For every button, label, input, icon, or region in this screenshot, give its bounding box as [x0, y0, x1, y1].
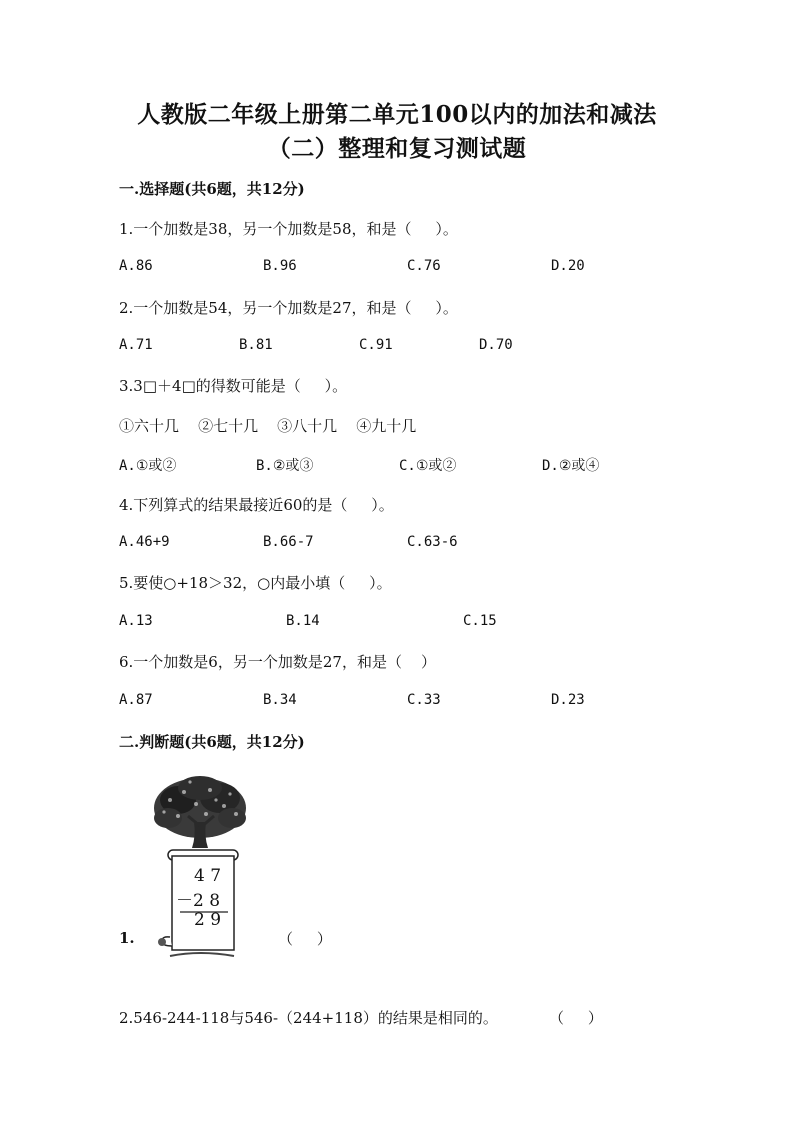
question-5-stem: 5.要使○+18＞32，○内最小填（ ）。 [119, 574, 392, 592]
option-b[interactable]: B.81 [239, 337, 273, 353]
option-a[interactable]: A.46+9 [119, 534, 170, 550]
question-6-stem: 6.一个加数是6，另一个加数是27，和是（ ） [119, 653, 437, 671]
option-a[interactable]: A.71 [119, 337, 153, 353]
option-c[interactable]: C.33 [407, 692, 441, 708]
option-b[interactable]: B.66-7 [263, 534, 314, 550]
option-a[interactable]: A.①或② [119, 458, 177, 474]
scroll-row-3: 2 9 [194, 910, 222, 930]
section-heading-judgement: 二.判断题(共6题，共12分) [119, 733, 305, 751]
option-b[interactable]: B.34 [263, 692, 297, 708]
tree-illustration [150, 770, 250, 960]
option-d[interactable]: D.23 [551, 692, 585, 708]
question-2-stem: 2.一个加数是54，另一个加数是27，和是（ ）。 [119, 299, 458, 317]
judgement-2-stem: 2.546-244-118与546-（244+118）的结果是相同的。 [119, 1009, 498, 1027]
scroll-row-2: －2 8 [176, 891, 221, 911]
question-3-stem: 3.3□＋4□的得数可能是（ ）。 [119, 377, 348, 395]
option-c[interactable]: C.76 [407, 258, 441, 274]
question-1-options [119, 258, 679, 278]
judgement-1-number: 1. [119, 929, 135, 947]
question-1-stem: 1.一个加数是38，另一个加数是58，和是（ ）。 [119, 220, 458, 238]
scroll-row-1: 4 7 [194, 866, 222, 886]
section-heading-choice: 一.选择题(共6题，共12分) [119, 180, 305, 198]
judgement-1-answer-blank[interactable]: （ ） [278, 930, 332, 948]
option-a[interactable]: A.86 [119, 258, 153, 274]
judgement-2-answer-blank[interactable]: （ ） [549, 1009, 603, 1027]
question-6-options [119, 692, 679, 712]
tree-scroll-illustration [150, 770, 250, 960]
option-d[interactable]: D.②或④ [542, 458, 600, 474]
question-4-stem: 4.下列算式的结果最接近60的是（ ）。 [119, 496, 394, 514]
question-3-options [119, 455, 679, 475]
question-3-choices: ①六十几 ②七十几 ③八十几 ④九十几 [119, 417, 417, 435]
option-a[interactable]: A.13 [119, 613, 153, 629]
option-b[interactable]: B.②或③ [256, 458, 314, 474]
option-d[interactable]: D.20 [551, 258, 585, 274]
question-5-options [119, 613, 679, 633]
option-b[interactable]: B.14 [286, 613, 320, 629]
option-c[interactable]: C.①或② [399, 458, 457, 474]
option-a[interactable]: A.87 [119, 692, 153, 708]
question-2-options [119, 337, 679, 357]
option-c[interactable]: C.91 [359, 337, 393, 353]
option-b[interactable]: B.96 [263, 258, 297, 274]
option-c[interactable]: C.63-6 [407, 534, 458, 550]
document-title: 人教版二年级上册第二单元100以内的加法和减法 [137, 101, 657, 128]
question-4-options [119, 534, 679, 554]
option-d[interactable]: D.70 [479, 337, 513, 353]
option-c[interactable]: C.15 [463, 613, 497, 629]
document-subtitle: （二）整理和复习测试题 [267, 135, 527, 162]
